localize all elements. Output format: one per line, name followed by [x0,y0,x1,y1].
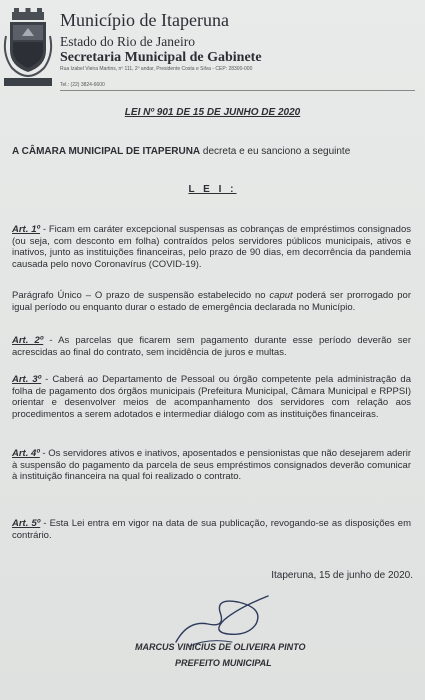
article-2 [12,335,411,358]
article-5 [12,518,411,541]
paragraph-text-a: – O prazo de suspensão estabelecido no [81,290,270,301]
paragraph-text-b: poderá ser prorrogado por igual período ou enquanto durar o estado de emergência declarada no Município. [12,290,412,313]
place-date: Itaperuna, 15 de junho de 2020. [271,570,413,581]
article-text: - Esta Lei entra em vigor na data de sua publicação, revogando-se as disposições em contrário. [12,518,411,541]
article-text: - Caberá ao Departamento de Pessoal ou órgão competente pela administração da folha de pagamento dos órgãos municipais (Prefeitura Municipal, Câmara Municipal e RPPSI) orientar e desenvolver meios de acompanhamento dos servidores com relação aos procedimentos a serem adotados e intermediar diálogo com as instituições financeiras. [12,374,411,420]
law-intro [12,146,412,157]
article-text: - As parcelas que ficarem sem pagamento durante esse período deverão ser acrescidas ao final do contrato, sem incidência de juros e multas. [12,335,411,358]
header-divider [60,90,415,91]
header-phone: Tel.: (22) 3824-6600 [60,82,105,88]
article-label: Art. 2º [12,335,44,346]
paragraph-unico [12,290,411,313]
secretariat-name: Secretaria Municipal de Gabinete [60,50,262,65]
article-label: Art. 3º [12,374,42,385]
paragraph-label: Parágrafo Único [12,290,82,301]
article-label: Art. 5º [12,518,41,529]
header-address: Rua Izabel Vieira Martins, nº 111, 2º andar, Presidente Costa e Silva - CEP: 28300-000 [60,66,253,72]
paragraph-italic-term: caput [269,290,293,301]
article-3 [12,374,411,420]
article-text: - Ficam em caráter excepcional suspensas as cobranças de empréstimos consignados (ou seja, com desconto em folha) contraídos pelos servidores públicos municipais, ativos e inativos, junto as instituições financeiras, pelo prazo de 90 dias, em decorrência da pandemia causada pelo novo Coronavírus (COVID-19). [12,224,411,270]
article-4 [12,448,411,483]
state-name: Estado do Rio de Janeiro [60,34,195,49]
law-title: LEI Nº 901 DE 15 DE JUNHO DE 2020 [124,107,301,118]
intro-bold-text: A CÂMARA MUNICIPAL DE ITAPERUNA [12,146,201,157]
coat-of-arms-logo [2,6,54,90]
intro-text: decreta e eu sanciono a seguinte [200,146,351,157]
handwritten-signature [168,590,278,650]
signer-name: MARCUS VINICIUS DE OLIVEIRA PINTO [135,642,306,652]
article-text: - Os servidores ativos e inativos, aposentados e pensionistas que não desejarem aderir à suspensão do pagamento da parcela de seus empréstimos consignados deverão comunicar à instituição financeira na qual foi realizado o contrato. [12,448,411,483]
lei-heading: L E I : [188,184,237,195]
article-label: Art. 1º [12,224,40,235]
article-label: Art. 4º [12,448,40,459]
signer-role: PREFEITO MUNICIPAL [175,658,272,668]
article-1 [12,224,411,270]
municipality-name: Município de Itaperuna [60,10,229,30]
